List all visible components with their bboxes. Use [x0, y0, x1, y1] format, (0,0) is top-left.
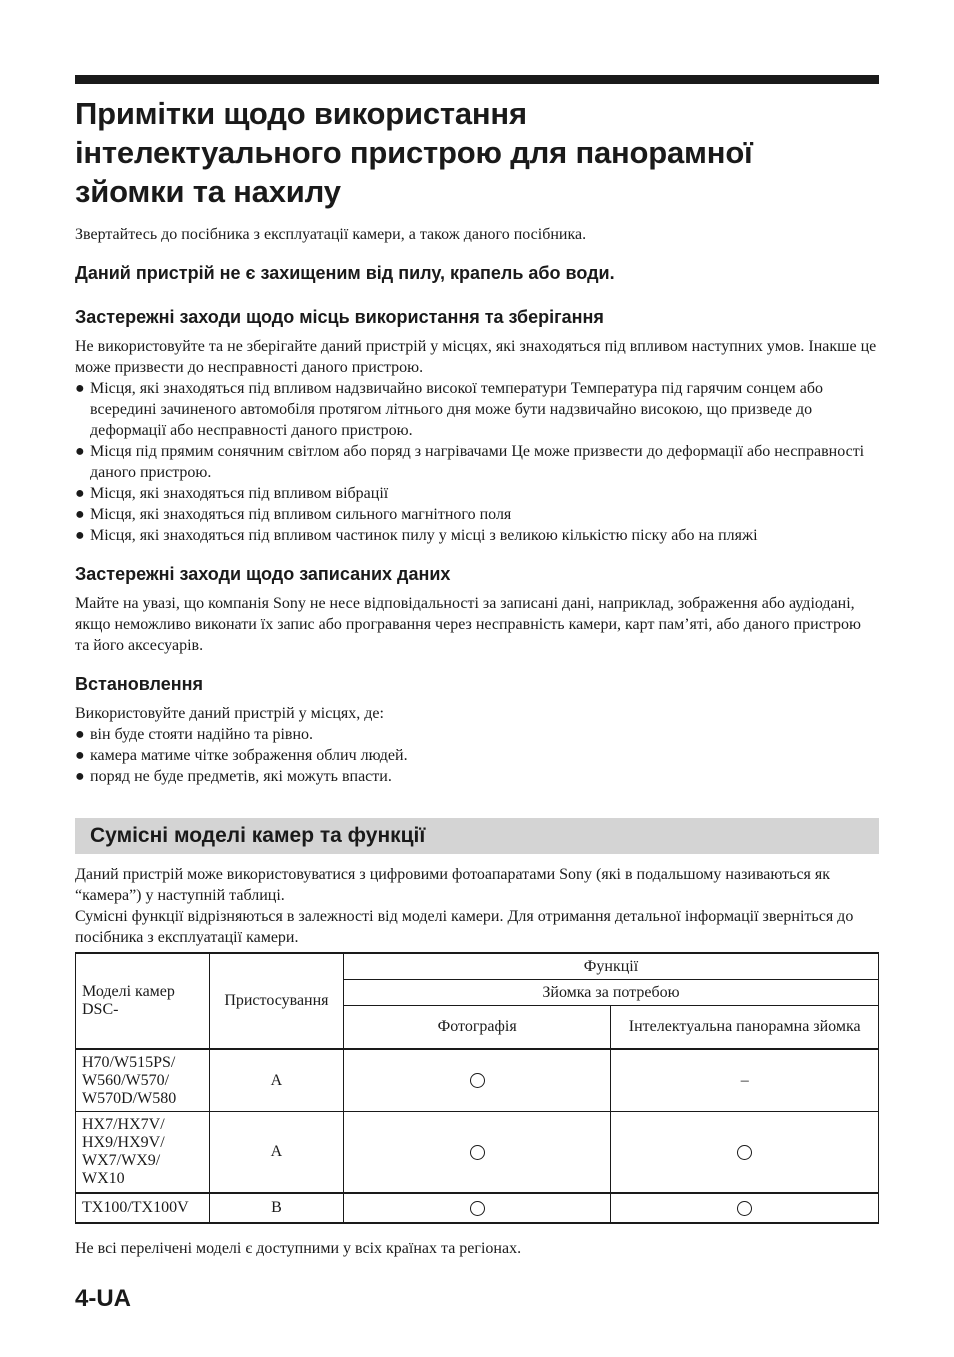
- list-item-text: Місця під прямим сонячним світлом або поряд з нагрівачами Це може призвести до деформації або несправності даного пристрою.: [90, 443, 865, 481]
- cell-adaptation: A: [209, 1112, 343, 1194]
- cell-models: H70/W515PS/ W560/W570/ W570D/W580: [76, 1049, 210, 1112]
- table-row: [76, 1112, 879, 1194]
- supported-circle-icon: [737, 1145, 752, 1160]
- list-item-text: камера матиме чітке зображення облич людей.: [90, 747, 408, 764]
- section-heading-compat: Сумісні моделі камер та функції: [90, 824, 426, 847]
- bullet-icon: ●: [75, 443, 85, 460]
- compat-paragraph-1: Даний пристрій може використовуватися з цифровими фотоапаратами Sony (які в подальшому називаються як “камера”) у наступній таблиці.: [75, 866, 831, 904]
- list-item-text: Місця, які знаходяться під впливом сильного магнітного поля: [90, 506, 512, 523]
- section-band-compat: [75, 818, 879, 854]
- supported-circle-icon: [470, 1201, 485, 1216]
- cell-panorama: [611, 1049, 879, 1112]
- list-item-text: він буде стояти надійно та рівно.: [90, 726, 314, 743]
- compat-table: [75, 952, 879, 1224]
- cell-models: TX100/TX100V: [76, 1193, 210, 1223]
- intro-text: Звертайтесь до посібника з експлуатації камери, а також даного посібника.: [75, 226, 587, 243]
- bullet-icon: ●: [75, 726, 85, 743]
- bullet-icon: ●: [75, 506, 85, 523]
- section-heading-install: Встановлення: [75, 674, 203, 694]
- list-item-text: поряд не буде предметів, які можуть впасти.: [90, 768, 392, 785]
- list-item: [75, 766, 879, 787]
- header-on-demand: Зйомка за потребою: [343, 980, 878, 1006]
- section-heading-storage: Застережні заходи щодо місць використання та зберігання: [75, 307, 604, 327]
- cell-panorama: [611, 1112, 879, 1194]
- title-line: зйомки та нахилу: [75, 174, 341, 209]
- bullet-list-storage: [75, 378, 879, 546]
- table-header-row: [76, 953, 879, 980]
- section-text-storage: Не використовуйте та не зберігайте даний пристрій у місцях, які знаходяться під впливом наступних умов. Інакше це може призвести до несправності даного пристрою.: [75, 338, 877, 376]
- header-photo: Фотографія: [343, 1006, 611, 1050]
- bullet-icon: ●: [75, 485, 85, 502]
- bullet-list-install: [75, 724, 879, 787]
- list-item-text: Місця, які знаходяться під впливом вібрації: [90, 485, 389, 502]
- bullet-icon: ●: [75, 768, 85, 785]
- supported-circle-icon: [470, 1073, 485, 1088]
- cell-adaptation: A: [209, 1049, 343, 1112]
- section-text-data: Майте на увазі, що компанія Sony не несе відповідальності за записані дані, наприклад, зображення або аудіодані, якщо неможливо виконати їх запис або програвання через несправність камери, карт пам’яті, або даного пристрою та його аксесуарів.: [75, 595, 861, 654]
- supported-circle-icon: [737, 1201, 752, 1216]
- table-row: [76, 1193, 879, 1223]
- list-item: [75, 745, 879, 766]
- bullet-icon: ●: [75, 747, 85, 764]
- supported-circle-icon: [470, 1145, 485, 1160]
- cell-photo: [343, 1049, 611, 1112]
- cell-photo: [343, 1193, 611, 1223]
- list-item-text: Місця, які знаходяться під впливом частинок пилу у місці з великою кількістю піску або на пляжі: [90, 527, 758, 544]
- bullet-icon: ●: [75, 527, 85, 544]
- warning-text: Даний пристрій не є захищеним від пилу, крапель або води.: [75, 263, 615, 283]
- compat-paragraph-2: Сумісні функції відрізняються в залежності від моделі камери. Для отримання детальної інформації зверніться до посібника з експлуатації камери.: [75, 908, 854, 946]
- header-models: Моделі камер DSC-: [76, 953, 210, 1049]
- page: [75, 75, 879, 1259]
- section-text-install: Використовуйте даний пристрій у місцях, де:: [75, 705, 384, 722]
- list-item-text: Місця, які знаходяться під впливом надзвичайно високої температури Температура під гарячим сонцем або всередині зачиненого автомобіля протягом літнього дня може бути надзвичайно високою, що призведе до деформації або несправності даного пристрою.: [90, 380, 823, 439]
- cell-panorama: [611, 1193, 879, 1223]
- header-functions: Функції: [343, 953, 878, 980]
- bullet-icon: ●: [75, 380, 85, 397]
- page-title: [75, 94, 879, 211]
- list-item: [75, 378, 879, 441]
- list-item: [75, 483, 879, 504]
- cell-photo: [343, 1112, 611, 1194]
- top-rule: [75, 75, 879, 84]
- table-row: [76, 1049, 879, 1112]
- section-heading-data: Застережні заходи щодо записаних даних: [75, 564, 451, 584]
- header-adaptation: Пристосування: [209, 953, 343, 1049]
- title-line: Примітки щодо використання: [75, 96, 527, 131]
- header-panorama: Інтелектуальна панорамна зйомка: [611, 1006, 879, 1050]
- title-line: інтелектуального пристрою для панорамної: [75, 135, 753, 170]
- page-number: 4-UA: [75, 1285, 132, 1312]
- list-item: [75, 525, 879, 546]
- cell-adaptation: B: [209, 1193, 343, 1223]
- not-supported-dash: –: [740, 1071, 749, 1089]
- cell-models: HX7/HX7V/ HX9/HX9V/ WX7/WX9/ WX10: [76, 1112, 210, 1194]
- list-item: [75, 504, 879, 525]
- list-item: [75, 724, 879, 745]
- footnote: Не всі перелічені моделі є доступними у всіх країнах та регіонах.: [75, 1240, 522, 1257]
- list-item: [75, 441, 879, 483]
